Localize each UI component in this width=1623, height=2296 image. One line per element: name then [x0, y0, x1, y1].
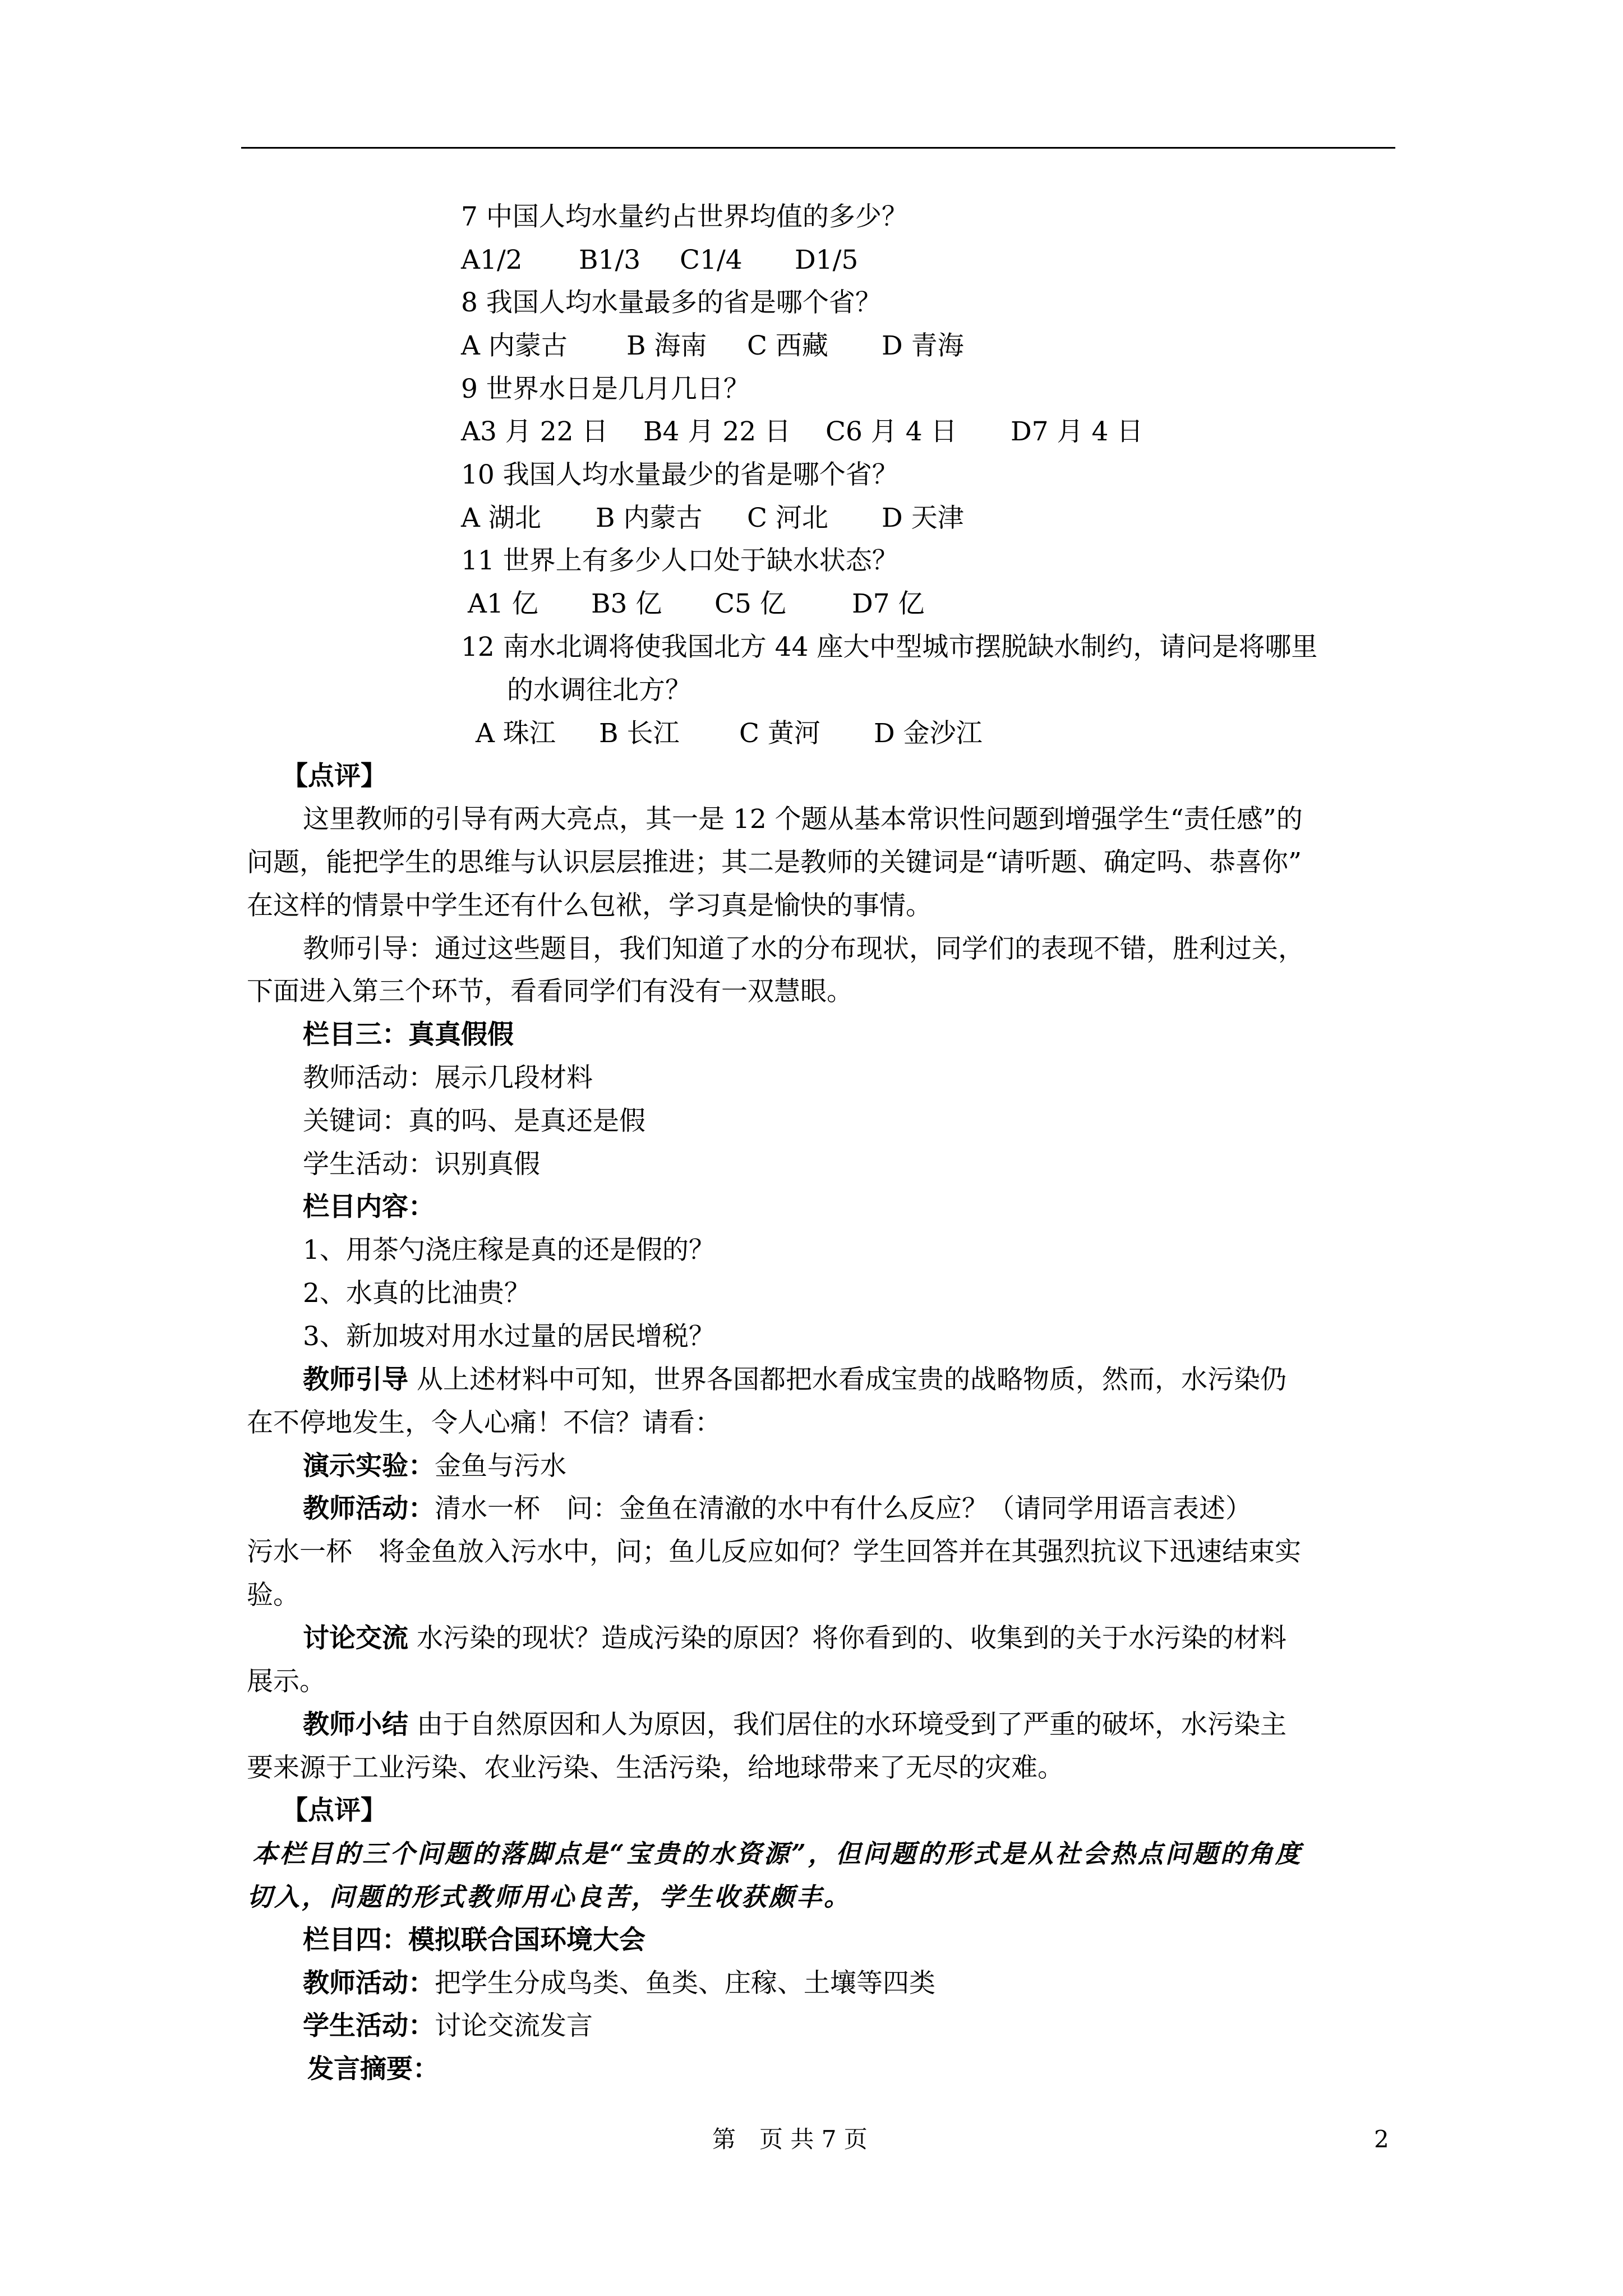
summary-label: 教师小结 [303, 1709, 408, 1740]
guide-paragraph [303, 1362, 1287, 1398]
options-9 [461, 414, 1143, 450]
teacher-activity-label: 教师活动： [303, 1493, 435, 1524]
option: D 天津 [882, 503, 964, 533]
option: D7 月 4 日 [1011, 416, 1144, 447]
header-rule [241, 147, 1395, 149]
guide-label: 教师引导 [303, 1364, 408, 1395]
teacher-activity-text: 污水一杯 将金鱼放入污水中，问；鱼儿反应如何？学生回答并在其强烈抗议下迅速结束实 [247, 1536, 1301, 1567]
option: A 珠江 [476, 718, 556, 749]
options-11 [468, 586, 925, 622]
option: C1/4 [680, 245, 743, 275]
comment-text: 问题，能把学生的思维与认识层层推进；其二是教师的关键词是“请听题、确定吗、恭喜你” [247, 847, 1302, 878]
option: C5 亿 [714, 588, 786, 619]
section-title: 栏目四：模拟联合国环境大会 [303, 1925, 645, 1955]
student-activity-paragraph [303, 2008, 593, 2044]
demo-paragraph [303, 1448, 566, 1484]
option: A3 月 22 日 [461, 416, 608, 447]
comment-text: 在这样的情景中学生还有什么包袱，学习真是愉快的事情。 [247, 890, 932, 921]
option: C 西藏 [747, 330, 828, 361]
teacher-activity-text: 把学生分成鸟类、鱼类、庄稼、土壤等四类 [435, 1968, 935, 1999]
comment-text: 本栏目的三个问题的落脚点是“宝贵的水资源”，但问题的形式是从社会热点问题的角度 [252, 1839, 1303, 1869]
summary-paragraph [303, 1707, 1287, 1743]
teacher-activity-paragraph [303, 1966, 935, 2001]
keywords: 关键词：真的吗、是真还是假 [303, 1106, 645, 1137]
demo-text: 金鱼与污水 [435, 1451, 566, 1481]
option: A1/2 [461, 245, 523, 275]
guide-text: 在不停地发生，令人心痛！不信？请看： [247, 1407, 721, 1438]
options-7 [461, 242, 858, 278]
guide-text: 从上述材料中可知，世界各国都把水看成宝贵的战略物质，然而，水污染仍 [416, 1364, 1287, 1395]
question-9: 9 世界水日是几月几日？ [461, 374, 750, 404]
option: A 湖北 [461, 503, 541, 533]
option: D1/5 [795, 245, 859, 275]
option: B3 亿 [591, 588, 662, 619]
discussion-text: 水污染的现状？造成污染的原因？将你看到的、收集到的关于水污染的材料 [416, 1623, 1287, 1654]
list-item: 3、新加坡对用水过量的居民增税？ [303, 1321, 715, 1352]
summary-title: 发言摘要： [307, 2054, 439, 2085]
option: B1/3 [579, 245, 641, 275]
section-title: 栏目三：真真假假 [303, 1019, 514, 1050]
option: D7 亿 [852, 588, 925, 619]
option: A1 亿 [468, 588, 538, 619]
comment-text: 这里教师的引导有两大亮点，其一是 12 个题从基本常识性问题到增强学生“责任感”的 [303, 804, 1303, 835]
teacher-activity-text: 清水一杯 问：金鱼在清澈的水中有什么反应？（请同学用语言表述） [435, 1493, 1252, 1524]
teacher-activity-label: 教师活动： [303, 1968, 435, 1999]
discussion-paragraph [303, 1621, 1287, 1657]
list-item: 1、用茶勺浇庄稼是真的还是假的？ [303, 1235, 715, 1266]
comment-text: 切入，问题的形式教师用心良苦，学生收获颇丰。 [247, 1882, 852, 1912]
page-number: 2 [1374, 2125, 1389, 2153]
teacher-activity: 教师活动：展示几段材料 [303, 1062, 593, 1093]
discussion-label: 讨论交流 [303, 1623, 408, 1654]
summary-text: 由于自然原因和人为原因，我们居住的水环境受到了严重的破坏，水污染主 [416, 1709, 1287, 1740]
student-activity-label: 学生活动： [303, 2010, 435, 2041]
option: C 黄河 [739, 718, 820, 749]
question-12-cont: 的水调往北方？ [507, 675, 691, 706]
student-activity-text: 讨论交流发言 [435, 2010, 593, 2041]
options-8 [461, 328, 964, 364]
option: B 长江 [599, 718, 680, 749]
question-12: 12 南水北调将使我国北方 44 座大中型城市摆脱缺水制约，请问是将哪里 [461, 632, 1318, 662]
content-title: 栏目内容： [303, 1191, 435, 1222]
page-footer-label: 第 页 共 7 页 [712, 2125, 868, 2153]
comment-heading: 【点评】 [282, 761, 387, 792]
option: D 青海 [882, 330, 964, 361]
list-item: 2、水真的比油贵？ [303, 1278, 531, 1309]
discussion-text: 展示。 [247, 1666, 326, 1697]
option: C6 月 4 日 [826, 416, 957, 447]
option: B 海南 [626, 330, 707, 361]
comment-heading: 【点评】 [282, 1795, 387, 1826]
options-10 [461, 500, 964, 536]
guide-text: 教师引导：通过这些题目，我们知道了水的分布现状，同学们的表现不错，胜利过关， [303, 933, 1304, 964]
option: C 河北 [747, 503, 828, 533]
option: A 内蒙古 [461, 330, 568, 361]
demo-label: 演示实验： [303, 1451, 435, 1481]
options-12 [476, 716, 983, 752]
teacher-activity-paragraph [303, 1491, 1252, 1527]
student-activity: 学生活动：识别真假 [303, 1149, 540, 1180]
question-8: 8 我国人均水量最多的省是哪个省？ [461, 287, 882, 318]
option: B 内蒙古 [596, 503, 703, 533]
question-10: 10 我国人均水量最少的省是哪个省？ [461, 459, 898, 490]
guide-text: 下面进入第三个环节，看看同学们有没有一双慧眼。 [247, 976, 853, 1007]
summary-text: 要来源于工业污染、农业污染、生活污染，给地球带来了无尽的灾难。 [247, 1752, 1064, 1783]
teacher-activity-text: 验。 [247, 1580, 299, 1611]
question-11: 11 世界上有多少人口处于缺水状态？ [461, 545, 898, 576]
question-7: 7 中国人均水量约占世界均值的多少？ [461, 201, 908, 232]
option: B4 月 22 日 [643, 416, 791, 447]
option: D 金沙江 [874, 718, 983, 749]
